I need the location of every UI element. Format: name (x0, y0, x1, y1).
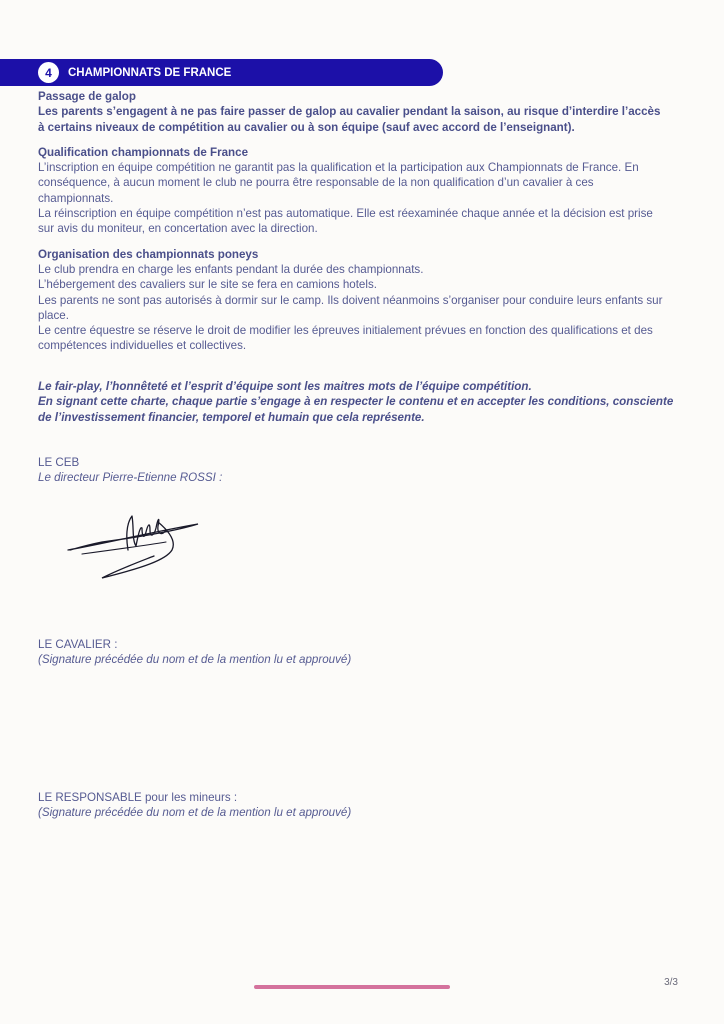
cavalier-instructions: (Signature précédée du nom et de la mention lu et approuvé) (38, 653, 352, 667)
ceb-signature-block (38, 455, 222, 486)
responsable-signature-block (38, 790, 351, 821)
organisation-heading: Organisation des championnats poneys (38, 247, 259, 261)
galop-heading: Passage de galop (38, 90, 136, 103)
section-banner (0, 59, 443, 86)
qualification-paragraph-2: La réinscription en équipe compétition n’est pas automatique. Elle est réexaminée chaque année et la décision est prise sur avis du moniteur, en concertation avec la direction. (38, 207, 653, 236)
section-number-badge: 4 (38, 62, 59, 83)
responsable-instructions: (Signature précédée du nom et de la mention lu et approuvé) (38, 806, 352, 820)
director-signature-image (62, 510, 202, 585)
main-content (38, 89, 668, 364)
cavalier-label: LE CAVALIER : (38, 638, 118, 651)
footer-divider (254, 985, 450, 989)
organisation-paragraph-1: Le club prendra en charge les enfants pendant la durée des championnats. (38, 262, 424, 276)
motto-block (38, 379, 678, 425)
motto-line-1: Le fair-play, l’honnêteté et l’esprit d’équipe sont les maitres mots de l’équipe compétition. (38, 380, 532, 393)
cavalier-signature-block (38, 637, 351, 668)
qualification-paragraph-1: L’inscription en équipe compétition ne garantit pas la qualification et la participation aux Championnats de France. En conséquence, à aucun moment le club ne pourra être responsable de la non qualification d’un cavalier à ces championnats. (38, 161, 639, 205)
organisation-section (38, 247, 668, 354)
galop-text: Les parents s’engagent à ne pas faire passer de galop au cavalier pendant la saison, au risque d’interdire l’accès à certains niveaux de compétition au cavalier ou à son équipe (sauf avec accord de l’enseignant). (38, 105, 661, 134)
ceb-label: LE CEB (38, 456, 80, 469)
section-title: CHAMPIONNATS DE FRANCE (68, 66, 232, 79)
galop-section (38, 89, 668, 135)
motto-line-2: En signant cette charte, chaque partie s’engage à en respecter le contenu et en accepter les conditions, consciente de l’investissement financier, temporel et humain que cela représente. (38, 395, 674, 424)
qualification-heading: Qualification championnats de France (38, 145, 249, 159)
organisation-paragraph-2: L’hébergement des cavaliers sur le site se fera en camions hotels. (38, 278, 377, 292)
organisation-paragraph-3: Les parents ne sont pas autorisés à dormir sur le camp. Ils doivent néanmoins s’organiser pour conduire leurs enfants sur place. (38, 293, 663, 322)
organisation-paragraph-4: Le centre équestre se réserve le droit de modifier les épreuves initialement prévues en fonction des qualifications et des compétences individuelles et collectives. (38, 324, 653, 353)
page-number: 3/3 (664, 977, 678, 988)
responsable-label: LE RESPONSABLE pour les mineurs : (38, 791, 238, 804)
ceb-director-label: Le directeur Pierre-Etienne ROSSI : (38, 471, 223, 485)
qualification-section (38, 145, 668, 237)
